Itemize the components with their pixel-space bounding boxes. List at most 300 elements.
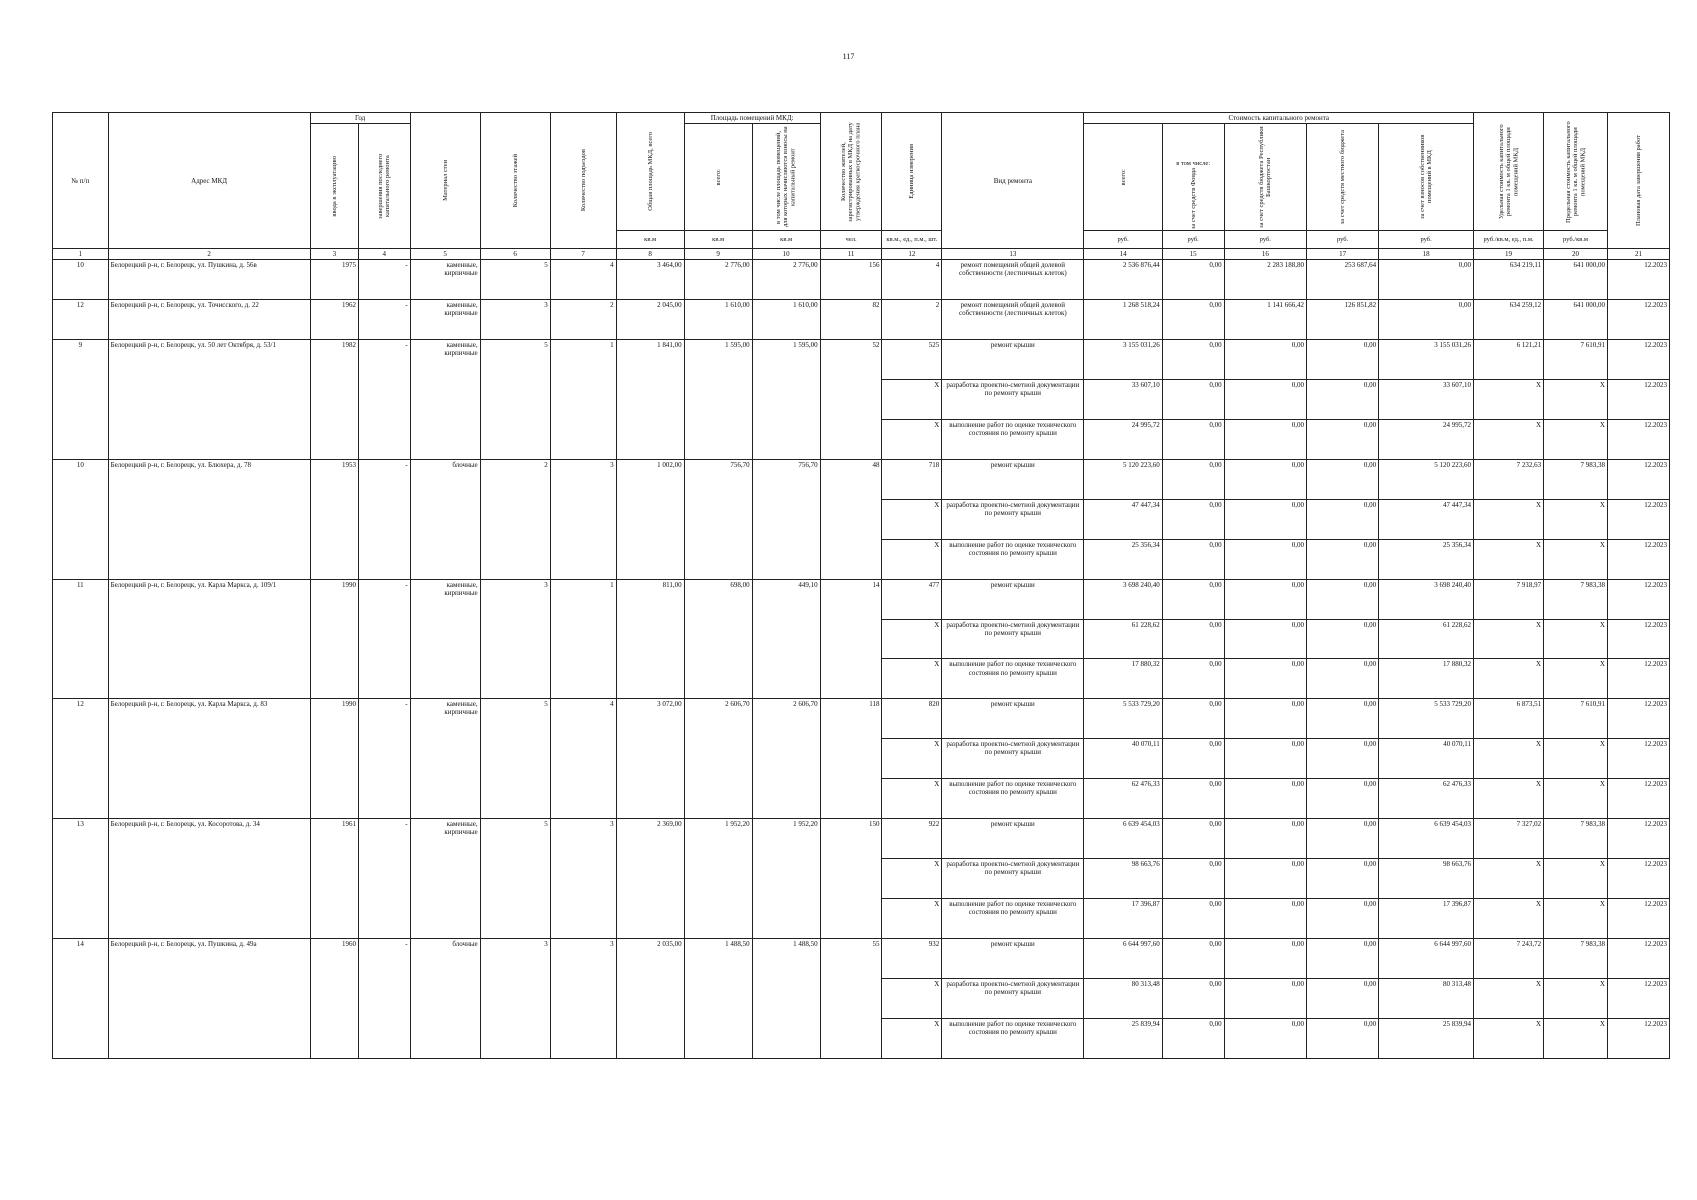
cell-cost-fund: 0,00 (1162, 899, 1224, 939)
cell-last-repair: - (359, 579, 411, 699)
cell-cost-fund: 0,00 (1162, 859, 1224, 899)
cell-unit: 525 (882, 339, 942, 379)
cell-premises-total: 2 606,70 (684, 699, 752, 819)
page-number: 117 (842, 52, 855, 61)
cell-unit-cost: 7 243,72 (1474, 939, 1544, 979)
cell-cost-total: 2 536 876,44 (1084, 260, 1162, 300)
cell-entrances: 1 (550, 579, 616, 699)
cell-work-type: выполнение работ по оценке технического состояния по ремонту крыши (942, 899, 1084, 939)
cell-premises-total: 1 952,20 (684, 819, 752, 939)
cell-work-type: выполнение работ по оценке технического состояния по ремонту крыши (942, 539, 1084, 579)
cell-unit-cost: 7 327,02 (1474, 819, 1544, 859)
cell-floors: 5 (480, 260, 550, 300)
cell-max-cost: X (1544, 539, 1608, 579)
cell-cost-owners: 61 228,62 (1379, 619, 1474, 659)
cell-deadline: 12.2023 (1607, 739, 1669, 779)
cell-work-type: выполнение работ по оценке технического состояния по ремонту крыши (942, 419, 1084, 459)
cell-unit-cost: 7 918,97 (1474, 579, 1544, 619)
header-unit: Единица измерения (882, 113, 942, 231)
column-number: 9 (684, 249, 752, 260)
cell-premises-total: 2 776,00 (684, 260, 752, 300)
cell-deadline: 12.2023 (1607, 300, 1669, 340)
cell-cost-regional: 0,00 (1224, 859, 1306, 899)
cell-max-cost: X (1544, 899, 1608, 939)
header-cost-regional: за счет средств бюджета Республики Башкортостан (1224, 124, 1306, 231)
cell-cost-fund: 0,00 (1162, 499, 1224, 539)
cell-cost-total: 98 663,76 (1084, 859, 1162, 899)
cell-cost-total: 6 639 454,03 (1084, 819, 1162, 859)
cell-cost-total: 24 995,72 (1084, 419, 1162, 459)
cell-max-cost: X (1544, 978, 1608, 1018)
unit-cost-total: руб. (1084, 231, 1162, 249)
table-header (53, 113, 1670, 260)
cell-material: каменные, кирпичные (410, 579, 480, 699)
column-number: 15 (1162, 249, 1224, 260)
cell-max-cost: X (1544, 1018, 1608, 1058)
cell-unit-cost: 6 121,21 (1474, 339, 1544, 379)
cell-cost-owners: 17 880,32 (1379, 659, 1474, 699)
cell-cost-local: 0,00 (1307, 499, 1379, 539)
cell-address: Белорецкий р-н, г. Белорецк, ул. Точисского, д. 22 (108, 300, 310, 340)
header-total-area: Общая площадь МКД, всего (616, 113, 684, 231)
table-row (53, 339, 1670, 379)
cell-cost-total: 17 396,87 (1084, 899, 1162, 939)
cell-max-cost: 641 000,00 (1544, 260, 1608, 300)
cell-entrances: 3 (550, 939, 616, 1059)
cell-work-type: ремонт помещений общей долевой собственности (лестничных клеток) (942, 260, 1084, 300)
cell-cost-fund: 0,00 (1162, 619, 1224, 659)
cell-cost-regional: 0,00 (1224, 899, 1306, 939)
cell-entrances: 4 (550, 699, 616, 819)
cell-cost-owners: 33 607,10 (1379, 379, 1474, 419)
cell-num: 13 (53, 819, 109, 939)
cell-work-type: выполнение работ по оценке технического состояния по ремонту крыши (942, 1018, 1084, 1058)
cell-unit-cost: X (1474, 1018, 1544, 1058)
cell-total-area: 2 035,00 (616, 939, 684, 1059)
cell-premises-total: 1 488,50 (684, 939, 752, 1059)
cell-year: 1990 (310, 699, 358, 819)
cell-residents: 156 (820, 260, 882, 300)
cell-cost-local: 0,00 (1307, 899, 1379, 939)
cell-work-type: разработка проектно-сметной документации по ремонту крыши (942, 859, 1084, 899)
cell-cost-local: 0,00 (1307, 619, 1379, 659)
cell-floors: 5 (480, 699, 550, 819)
cell-residents: 52 (820, 339, 882, 459)
cell-cost-owners: 25 839,94 (1379, 1018, 1474, 1058)
cell-unit: X (882, 379, 942, 419)
cell-floors: 3 (480, 579, 550, 699)
cell-cost-total: 25 839,94 (1084, 1018, 1162, 1058)
cell-last-repair: - (359, 300, 411, 340)
cell-work-type: ремонт крыши (942, 699, 1084, 739)
cell-cost-owners: 98 663,76 (1379, 859, 1474, 899)
header-premises-total: всего: (684, 124, 752, 231)
cell-cost-regional: 0,00 (1224, 659, 1306, 699)
header-cost-fund: в том числе: за счет средств Фонда (1162, 124, 1224, 231)
cell-premises-fund: 756,70 (752, 459, 820, 579)
cell-last-repair: - (359, 459, 411, 579)
cell-premises-total: 698,00 (684, 579, 752, 699)
cell-deadline: 12.2023 (1607, 579, 1669, 619)
column-number: 6 (480, 249, 550, 260)
cell-last-repair: - (359, 339, 411, 459)
table-row (53, 819, 1670, 859)
cell-unit: X (882, 978, 942, 1018)
cell-year: 1953 (310, 459, 358, 579)
cell-year: 1960 (310, 939, 358, 1059)
cell-cost-total: 62 476,33 (1084, 779, 1162, 819)
cell-cost-regional: 0,00 (1224, 499, 1306, 539)
cell-cost-total: 40 070,11 (1084, 739, 1162, 779)
cell-residents: 118 (820, 699, 882, 819)
cell-unit: X (882, 659, 942, 699)
cell-work-type: ремонт помещений общей долевой собственности (лестничных клеток) (942, 300, 1084, 340)
cell-deadline: 12.2023 (1607, 260, 1669, 300)
cell-cost-regional: 0,00 (1224, 739, 1306, 779)
table-row (53, 939, 1670, 979)
cell-num: 9 (53, 339, 109, 459)
column-number: 19 (1474, 249, 1544, 260)
cell-cost-local: 0,00 (1307, 859, 1379, 899)
cell-unit-cost: X (1474, 419, 1544, 459)
cell-cost-fund: 0,00 (1162, 819, 1224, 859)
cell-cost-fund: 0,00 (1162, 659, 1224, 699)
cell-premises-fund: 1 488,50 (752, 939, 820, 1059)
cell-unit-cost: 6 873,51 (1474, 699, 1544, 739)
cell-deadline: 12.2023 (1607, 819, 1669, 859)
cell-cost-local: 0,00 (1307, 459, 1379, 499)
header-premises-group: Площадь помещений МКД: (684, 113, 820, 124)
cell-cost-local: 0,00 (1307, 978, 1379, 1018)
cell-cost-owners: 47 447,34 (1379, 499, 1474, 539)
unit-cost-owners: руб. (1379, 231, 1474, 249)
unit-residents: чел. (820, 231, 882, 249)
cell-unit: X (882, 739, 942, 779)
cell-cost-owners: 62 476,33 (1379, 779, 1474, 819)
cell-cost-local: 0,00 (1307, 339, 1379, 379)
cell-work-type: разработка проектно-сметной документации по ремонту крыши (942, 739, 1084, 779)
cell-cost-total: 80 313,48 (1084, 978, 1162, 1018)
cell-premises-fund: 2 606,70 (752, 699, 820, 819)
cell-work-type: разработка проектно-сметной документации по ремонту крыши (942, 619, 1084, 659)
cell-total-area: 811,00 (616, 579, 684, 699)
cell-deadline: 12.2023 (1607, 659, 1669, 699)
cell-unit: 718 (882, 459, 942, 499)
cell-floors: 2 (480, 459, 550, 579)
cell-work-type: ремонт крыши (942, 939, 1084, 979)
cell-unit: 922 (882, 819, 942, 859)
cell-address: Белорецкий р-н, г. Белорецк, ул. Карла Маркса, д. 109/1 (108, 579, 310, 699)
cell-unit-cost: X (1474, 619, 1544, 659)
unit-premises-total: кв.м (684, 231, 752, 249)
cell-unit: 477 (882, 579, 942, 619)
cell-cost-owners: 24 995,72 (1379, 419, 1474, 459)
unit-cost-local: руб. (1307, 231, 1379, 249)
cell-material: каменные, кирпичные (410, 819, 480, 939)
cell-cost-total: 6 644 997,60 (1084, 939, 1162, 979)
cell-floors: 3 (480, 939, 550, 1059)
cell-cost-total: 3 698 240,40 (1084, 579, 1162, 619)
cell-premises-total: 1 610,00 (684, 300, 752, 340)
cell-cost-fund: 0,00 (1162, 978, 1224, 1018)
cell-max-cost: 7 983,38 (1544, 819, 1608, 859)
cell-premises-fund: 2 776,00 (752, 260, 820, 300)
cell-year: 1961 (310, 819, 358, 939)
cell-cost-fund: 0,00 (1162, 300, 1224, 340)
cell-cost-fund: 0,00 (1162, 1018, 1224, 1058)
cell-cost-local: 0,00 (1307, 539, 1379, 579)
cell-max-cost: X (1544, 739, 1608, 779)
cell-unit: 820 (882, 699, 942, 739)
cell-floors: 3 (480, 300, 550, 340)
cell-cost-regional: 0,00 (1224, 379, 1306, 419)
cell-work-type: ремонт крыши (942, 459, 1084, 499)
cell-cost-local: 0,00 (1307, 659, 1379, 699)
header-work-type: Вид ремонта (942, 113, 1084, 249)
cell-cost-fund: 0,00 (1162, 260, 1224, 300)
cell-unit: X (882, 1018, 942, 1058)
cell-cost-regional: 0,00 (1224, 978, 1306, 1018)
cell-unit-cost: X (1474, 859, 1544, 899)
cell-premises-fund: 1 610,00 (752, 300, 820, 340)
cell-deadline: 12.2023 (1607, 939, 1669, 979)
unit-cost-regional: руб. (1224, 231, 1306, 249)
column-number: 4 (359, 249, 411, 260)
header-wall-material: Материал стен (410, 113, 480, 249)
cell-cost-fund: 0,00 (1162, 419, 1224, 459)
header-year-group: Год (310, 113, 410, 124)
cell-max-cost: 7 983,38 (1544, 939, 1608, 979)
cell-year: 1962 (310, 300, 358, 340)
cell-cost-regional: 0,00 (1224, 779, 1306, 819)
header-num: № п/п (53, 113, 109, 249)
cell-unit: 2 (882, 300, 942, 340)
cell-cost-total: 3 155 031,26 (1084, 339, 1162, 379)
cell-num: 10 (53, 260, 109, 300)
cell-num: 11 (53, 579, 109, 699)
cell-floors: 5 (480, 339, 550, 459)
cell-cost-regional: 0,00 (1224, 939, 1306, 979)
cell-cost-fund: 0,00 (1162, 779, 1224, 819)
cell-cost-total: 17 880,32 (1084, 659, 1162, 699)
cell-deadline: 12.2023 (1607, 978, 1669, 1018)
cell-deadline: 12.2023 (1607, 859, 1669, 899)
header-year-last-repair: завершения последнего капитального ремонта (359, 124, 411, 249)
cell-max-cost: 7 983,38 (1544, 459, 1608, 499)
header-cost-including: в том числе: (1176, 160, 1211, 168)
cell-cost-owners: 25 356,34 (1379, 539, 1474, 579)
cell-num: 10 (53, 459, 109, 579)
cell-unit: X (882, 899, 942, 939)
cell-deadline: 12.2023 (1607, 499, 1669, 539)
cell-cost-regional: 0,00 (1224, 419, 1306, 459)
cell-cost-owners: 5 120 223,60 (1379, 459, 1474, 499)
header-entrances: Количество подъездов (550, 113, 616, 249)
cell-cost-local: 0,00 (1307, 579, 1379, 619)
unit-unit-cost: руб./кв.м, ед., п.м. (1474, 231, 1544, 249)
cell-cost-local: 0,00 (1307, 819, 1379, 859)
cell-cost-owners: 3 698 240,40 (1379, 579, 1474, 619)
cell-cost-local: 0,00 (1307, 699, 1379, 739)
table-row (53, 260, 1670, 300)
cell-cost-regional: 0,00 (1224, 699, 1306, 739)
cell-work-type: разработка проектно-сметной документации по ремонту крыши (942, 379, 1084, 419)
cell-residents: 55 (820, 939, 882, 1059)
cell-premises-total: 1 595,00 (684, 339, 752, 459)
cell-premises-fund: 1 952,20 (752, 819, 820, 939)
cell-unit-cost: X (1474, 659, 1544, 699)
cell-work-type: ремонт крыши (942, 579, 1084, 619)
unit-total-area: кв.м (616, 231, 684, 249)
column-number: 3 (310, 249, 358, 260)
cell-material: каменные, кирпичные (410, 339, 480, 459)
cell-total-area: 3 072,00 (616, 699, 684, 819)
cell-year: 1982 (310, 339, 358, 459)
cell-deadline: 12.2023 (1607, 379, 1669, 419)
cell-deadline: 12.2023 (1607, 779, 1669, 819)
cell-entrances: 4 (550, 260, 616, 300)
header-cost-group: Стоимость капитального ремонта (1084, 113, 1474, 124)
cell-entrances: 3 (550, 459, 616, 579)
column-number: 10 (752, 249, 820, 260)
cell-deadline: 12.2023 (1607, 539, 1669, 579)
cell-max-cost: X (1544, 659, 1608, 699)
cell-entrances: 2 (550, 300, 616, 340)
cell-cost-total: 1 268 518,24 (1084, 300, 1162, 340)
cell-cost-regional: 0,00 (1224, 619, 1306, 659)
column-number: 2 (108, 249, 310, 260)
cell-cost-fund: 0,00 (1162, 459, 1224, 499)
cell-max-cost: X (1544, 499, 1608, 539)
cell-unit-cost: X (1474, 779, 1544, 819)
cell-unit: X (882, 619, 942, 659)
cell-deadline: 12.2023 (1607, 459, 1669, 499)
cell-cost-total: 25 356,34 (1084, 539, 1162, 579)
repair-plan-table (52, 112, 1670, 1059)
cell-last-repair: - (359, 260, 411, 300)
cell-max-cost: 7 983,38 (1544, 579, 1608, 619)
header-cost-owners: за счет взносов собственников помещений в МКД (1379, 124, 1474, 231)
header-address: Адрес МКД (108, 113, 310, 249)
column-number: 20 (1544, 249, 1608, 260)
column-number: 16 (1224, 249, 1306, 260)
cell-cost-regional: 1 141 666,42 (1224, 300, 1306, 340)
cell-cost-owners: 5 533 729,20 (1379, 699, 1474, 739)
cell-max-cost: 7 610,91 (1544, 339, 1608, 379)
column-number: 8 (616, 249, 684, 260)
column-number: 21 (1607, 249, 1669, 260)
cell-deadline: 12.2023 (1607, 899, 1669, 939)
cell-deadline: 12.2023 (1607, 419, 1669, 459)
cell-address: Белорецкий р-н, г. Белорецк, ул. Карла Маркса, д. 83 (108, 699, 310, 819)
cell-unit: 4 (882, 260, 942, 300)
cell-address: Белорецкий р-н, г. Белорецк, ул. Косоротова, д. 34 (108, 819, 310, 939)
cell-work-type: разработка проектно-сметной документации по ремонту крыши (942, 499, 1084, 539)
cell-material: блочные (410, 939, 480, 1059)
cell-cost-regional: 0,00 (1224, 819, 1306, 859)
column-number: 7 (550, 249, 616, 260)
cell-total-area: 3 464,00 (616, 260, 684, 300)
cell-max-cost: X (1544, 419, 1608, 459)
cell-material: каменные, кирпичные (410, 699, 480, 819)
cell-total-area: 2 045,00 (616, 300, 684, 340)
cell-cost-total: 47 447,34 (1084, 499, 1162, 539)
cell-unit: X (882, 499, 942, 539)
cell-address: Белорецкий р-н, г. Белорецк, ул. Пушкина, д. 56в (108, 260, 310, 300)
cell-cost-owners: 6 639 454,03 (1379, 819, 1474, 859)
cell-address: Белорецкий р-н, г. Белорецк, ул. Блюхера, д. 78 (108, 459, 310, 579)
cell-cost-total: 5 533 729,20 (1084, 699, 1162, 739)
cell-total-area: 2 369,00 (616, 819, 684, 939)
cell-cost-regional: 0,00 (1224, 459, 1306, 499)
cell-entrances: 3 (550, 819, 616, 939)
cell-deadline: 12.2023 (1607, 1018, 1669, 1058)
cell-max-cost: 7 610,91 (1544, 699, 1608, 739)
cell-cost-fund: 0,00 (1162, 379, 1224, 419)
header-cost-local: за счет средств местного бюджета (1307, 124, 1379, 231)
cell-unit: X (882, 539, 942, 579)
cell-cost-local: 0,00 (1307, 379, 1379, 419)
column-number: 11 (820, 249, 882, 260)
cell-residents: 150 (820, 819, 882, 939)
cell-work-type: ремонт крыши (942, 819, 1084, 859)
header-max-cost: Предельная стоимость капитального ремонта 1 кв. м общей площади помещений МКД (1544, 113, 1608, 231)
cell-cost-total: 5 120 223,60 (1084, 459, 1162, 499)
unit-unit: кв.м., ед., п.м., шт. (882, 231, 942, 249)
header-unit-cost: Удельная стоимость капитального ремонта 1 кв. м общей площади помещений МКД (1474, 113, 1544, 231)
cell-unit-cost: X (1474, 379, 1544, 419)
cell-entrances: 1 (550, 339, 616, 459)
cell-cost-local: 126 851,82 (1307, 300, 1379, 340)
cell-last-repair: - (359, 819, 411, 939)
cell-total-area: 1 841,00 (616, 339, 684, 459)
column-number: 13 (942, 249, 1084, 260)
cell-cost-regional: 0,00 (1224, 579, 1306, 619)
column-number: 14 (1084, 249, 1162, 260)
cell-cost-owners: 40 070,11 (1379, 739, 1474, 779)
cell-cost-total: 33 607,10 (1084, 379, 1162, 419)
cell-unit-cost: X (1474, 978, 1544, 1018)
header-year-commission: ввода в эксплуатацию (310, 124, 358, 249)
cell-cost-owners: 0,00 (1379, 300, 1474, 340)
cell-cost-local: 0,00 (1307, 779, 1379, 819)
cell-cost-owners: 0,00 (1379, 260, 1474, 300)
cell-material: каменные, кирпичные (410, 260, 480, 300)
cell-cost-fund: 0,00 (1162, 539, 1224, 579)
cell-work-type: ремонт крыши (942, 339, 1084, 379)
cell-cost-owners: 17 396,87 (1379, 899, 1474, 939)
cell-num: 12 (53, 699, 109, 819)
header-premises-fund: в том числе площадь помещений, для которых начисляются взносы на капитальный ремонт (752, 124, 820, 231)
column-number: 18 (1379, 249, 1474, 260)
cell-last-repair: - (359, 699, 411, 819)
cell-unit-cost: 634 219,11 (1474, 260, 1544, 300)
table-body (53, 260, 1670, 1059)
cell-unit-cost: X (1474, 899, 1544, 939)
cell-year: 1990 (310, 579, 358, 699)
column-numbers-row (53, 249, 1670, 260)
cell-cost-regional: 2 283 188,80 (1224, 260, 1306, 300)
cell-cost-local: 0,00 (1307, 419, 1379, 459)
header-deadline: Плановая дата завершения работ (1607, 113, 1669, 249)
cell-unit: 932 (882, 939, 942, 979)
cell-deadline: 12.2023 (1607, 699, 1669, 739)
cell-premises-fund: 449,10 (752, 579, 820, 699)
cell-address: Белорецкий р-н, г. Белорецк, ул. Пушкина, д. 49а (108, 939, 310, 1059)
cell-cost-fund: 0,00 (1162, 939, 1224, 979)
cell-num: 14 (53, 939, 109, 1059)
cell-cost-regional: 0,00 (1224, 539, 1306, 579)
